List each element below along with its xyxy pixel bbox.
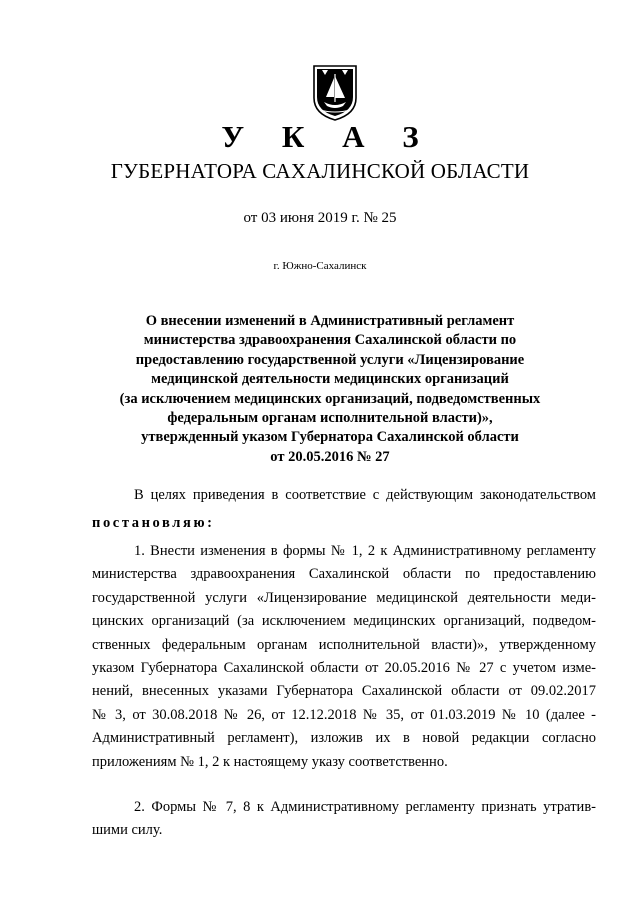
heading-line: от 20.05.2016 № 27 [270, 448, 390, 465]
paragraph-line: ственных федеральным органам исполнительной власти)», утвержденному [92, 636, 596, 653]
heading-line: предоставлению государственной услуги «Лицензирование [135, 351, 525, 368]
paragraph-line: шими силу. [92, 822, 163, 839]
paragraph-line: В целях приведения в соответствие с действующим законодательством [134, 487, 596, 503]
heading-line: министерства здравоохранения Сахалинской области по [143, 332, 517, 349]
decree-text: постановляю: [92, 515, 215, 531]
issuer-title: ГУБЕРНАТОРА САХАЛИНСКОЙ ОБЛАСТИ [110, 159, 530, 183]
paragraph-line: государственной услуги «Лицензирование медицинской деятельности меди- [92, 589, 596, 606]
issue-place: г. Южно-Сахалинск [273, 260, 367, 272]
sakhalin-coat-of-arms-icon [312, 64, 358, 122]
paragraph-line: министерства здравоохранения Сахалинской области по предоставлению [92, 566, 596, 583]
heading-line: медицинской деятельности медицинских организаций [151, 371, 509, 388]
paragraph-line: 2. Формы № 7, 8 к Административному регламенту признать утратив- [134, 799, 596, 815]
intro-paragraph [92, 484, 596, 507]
heading-line: О внесении изменений в Административный регламент [145, 313, 515, 329]
heading-line: федеральным органам исполнительной власти)», [167, 410, 493, 427]
document-date-number: от 03 июня 2019 г. № 25 [243, 210, 397, 226]
paragraph-line: Административный регламент), изложив их в новой редакции согласно [92, 730, 596, 747]
paragraph-line: приложениям № 1, 2 к настоящему указу соответственно. [92, 753, 448, 770]
heading-line: утвержденный указом Губернатора Сахалинской области [141, 429, 519, 446]
document-type-title: У К А З [221, 119, 434, 154]
item-2-paragraph [92, 796, 596, 843]
paragraph-line: указом Губернатора Сахалинской области от 20.05.2016 № 27 с учетом изме- [92, 660, 596, 677]
paragraph-line: нений, внесенных указами Губернатора Сахалинской области от 09.02.2017 [92, 683, 596, 700]
paragraph-line: 1. Внести изменения в формы № 1, 2 к Административному регламенту [134, 543, 596, 559]
paragraph-line: № 3, от 30.08.2018 № 26, от 12.12.2018 № 35, от 01.03.2019 № 10 (далее - [92, 706, 596, 723]
item-1-paragraph [92, 540, 596, 774]
heading-line: (за исключением медицинских организаций, подведомственных [119, 390, 541, 407]
decree-word [92, 512, 596, 535]
document-heading [95, 312, 565, 467]
paragraph-line: цинских организаций (за исключением медицинских организаций, подведом- [92, 613, 596, 630]
